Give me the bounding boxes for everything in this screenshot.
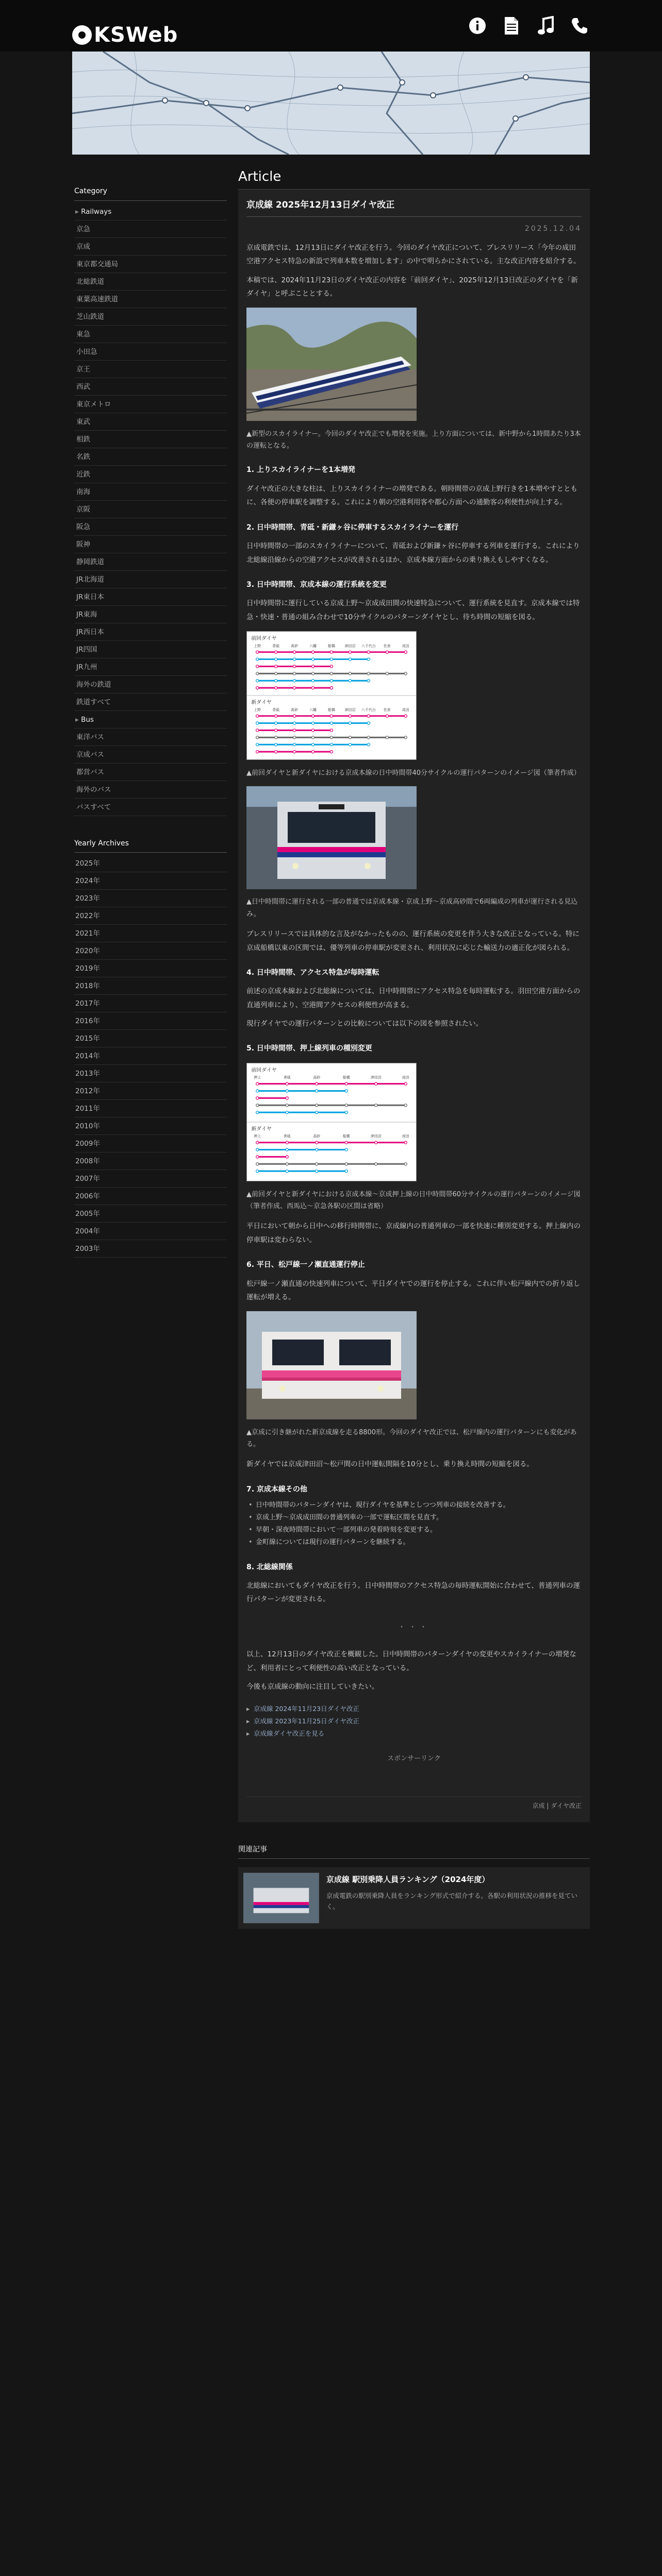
section-heading-rest: rticle <box>247 169 282 184</box>
section6-text2: 新ダイヤでは京成津田沼〜松戸間の日中運転間隔を10分とし、乗り換え時間の短縮を図る。 <box>246 1460 534 1469</box>
category-item[interactable]: 西武 <box>74 378 227 396</box>
diagram-stop-marker <box>286 1082 288 1085</box>
diagram-stop-marker <box>256 1163 259 1165</box>
logo-mark-icon <box>72 25 92 45</box>
category-item[interactable]: 京王 <box>74 361 227 378</box>
diagram-stop-marker <box>256 680 259 682</box>
related-link <box>246 1715 582 1727</box>
diagram-stop-marker <box>375 1163 377 1165</box>
related-link-text[interactable]: 京成線ダイヤ改正を見る <box>254 1729 325 1737</box>
category-item[interactable]: 相鉄 <box>74 431 227 448</box>
diagram-stop-marker <box>375 1082 377 1085</box>
diagram-stop-marker <box>311 722 314 724</box>
category-item[interactable]: JR北海道 <box>74 571 227 588</box>
diagram-stop-marker <box>256 751 259 753</box>
diagram-stop-marker <box>256 1104 259 1107</box>
article-tags[interactable]: 京成 | ダイヤ改正 <box>246 1797 582 1812</box>
diagram-stop-marker <box>275 743 277 746</box>
diagram-stop-marker <box>286 1097 288 1099</box>
diagram-stop-marker <box>275 687 277 689</box>
matsudo-line-photo <box>246 1311 582 1425</box>
diagram-stop-marker <box>345 1104 347 1107</box>
diagram-stop-marker <box>275 722 277 724</box>
diagram-stop-marker <box>386 715 388 717</box>
intro-paragraph-1: 京成電鉄では、12月13日にダイヤ改正を行う。今回のダイヤ改正について、プレスリリース「今年の成田空港アクセス特急の新設で列車本数を増加します」の中で明らかにされている。主な改正内容を紹介する。 <box>246 243 581 266</box>
diagram-stop-marker <box>256 651 259 653</box>
diagram-station-label: 成田 <box>402 1075 409 1080</box>
diagram-stop-marker <box>349 651 351 653</box>
category-item[interactable]: 東葉高速鉄道 <box>74 291 227 308</box>
diagram-stop-marker <box>345 1148 347 1151</box>
related-links <box>246 1703 582 1739</box>
diagram-stop-marker <box>256 1111 259 1114</box>
section3-text: 日中時間帯に運行している京成上野〜京成成田間の快速特急について、運行系統を見直す。京成本線では特急・快速・普通の組み合わせで10分サイクルのパターンダイヤとし、待ち時間の短縮を図る。 <box>246 599 580 621</box>
category-heading: Category <box>74 184 227 201</box>
archive-year-item[interactable]: 2022年 <box>74 907 227 925</box>
section-heading <box>238 164 590 190</box>
diagram-stop-marker <box>293 680 296 682</box>
diagram-title: 新ダイヤ <box>251 699 272 705</box>
diagram-stop-marker <box>330 729 333 732</box>
diagram-stop-marker <box>375 1141 377 1144</box>
diagram-stop-marker <box>256 658 259 660</box>
diagram-stop-marker <box>286 1163 288 1165</box>
related-link-text[interactable]: 京成線 2024年11月23日ダイヤ改正 <box>254 1705 359 1713</box>
archive-year-item[interactable]: 2016年 <box>74 1012 227 1030</box>
section1-text: ダイヤ改正の大きな柱は、上りスカイライナーの増発である。朝時間帯の京成上野行きを1本増やすとともに、各便の停車駅を調整する。これにより朝の空港利用客や都心方面への通勤客の利便性が向上する。 <box>246 485 578 507</box>
diagram-station-label: 上野 <box>254 707 261 712</box>
category-item[interactable]: JR西日本 <box>74 623 227 641</box>
photo1-caption: ▲新型のスカイライナー。今回のダイヤ改正でも増発を実施。上り方面については、新中野から1時間あたり3本の運転となる。 <box>246 430 581 450</box>
closing-paragraph-1: 以上、12月13日のダイヤ改正を概観した。日中時間帯のパターンダイヤの変更やスカイライナーの増発など、利用者にとって利便性の高い改正となっている。 <box>246 1650 576 1672</box>
diagram-stop-marker <box>286 1141 288 1144</box>
archive-year-item[interactable]: 2024年 <box>74 872 227 890</box>
section2-title: 2. 日中時間帯、青砥・新鎌ヶ谷に停車するスカイライナーを運行 <box>246 523 459 532</box>
diagram-stop-marker <box>275 715 277 717</box>
diagram-title: 前回ダイヤ <box>251 1067 277 1073</box>
category-item[interactable]: 阪急 <box>74 518 227 536</box>
archive-year-item[interactable]: 2023年 <box>74 890 227 907</box>
category-item[interactable]: 小田急 <box>74 343 227 361</box>
diagram-station-label: 佐倉 <box>383 707 391 712</box>
section8-title: 8. 北総線関係 <box>246 1563 293 1571</box>
section8-text: 北総線においてもダイヤ改正を行う。日中時間帯のアクセス特急の毎時運転開始に合わせて、普通列車の運行パターンが変更される。 <box>246 1582 581 1604</box>
diagram-stop-marker <box>330 680 333 682</box>
diagram-title: 新ダイヤ <box>251 1126 272 1132</box>
diagram-stop-marker <box>345 1141 347 1144</box>
category-item[interactable]: 東京都交通局 <box>74 256 227 273</box>
diagram-station-label: 八千代台 <box>361 643 376 648</box>
diagram-stop-marker <box>256 715 259 717</box>
category-item[interactable]: 静岡鉄道 <box>74 553 227 571</box>
section3-text2: プレスリリースでは具体的な言及がなかったものの、運行系統の変更を伴う大きな改正となっている。特に京成船橋以東の区間では、優等列車の停車駅が変更され、利用状況に応じた輸送力の適正化が図られる。 <box>246 930 580 952</box>
archive-year-item[interactable]: 2005年 <box>74 1205 227 1223</box>
section7-bullets <box>249 1499 582 1549</box>
diagram-stop-marker <box>275 680 277 682</box>
related-link <box>246 1727 582 1740</box>
diagram-station-label: 上野 <box>254 643 261 648</box>
category-block <box>74 184 227 816</box>
section7-bullet: • 早朝・深夜時間帯において一部列車の発着時刻を変更する。 <box>249 1524 582 1536</box>
archive-year-item[interactable]: 2019年 <box>74 960 227 977</box>
section6-title: 6. 平日、松戸線一ノ瀬直通運行停止 <box>246 1260 365 1269</box>
category-item[interactable]: 北総鉄道 <box>74 273 227 291</box>
diagram-stop-marker <box>311 729 314 732</box>
diagram-stop-marker <box>345 1163 347 1165</box>
photo2-caption: ▲日中時間帯に運行される一部の普通では京成本線・京成上野〜京成高砂間で6両編成の列車が運行される見込み。 <box>246 898 578 918</box>
diagram-stop-marker <box>256 729 259 732</box>
section7-bullet: • 京成上野〜京成成田間の普通列車の一部で運転区間を見直す。 <box>249 1512 582 1524</box>
diagram-stop-marker <box>349 680 351 682</box>
diagram-stop-marker <box>367 722 370 724</box>
diagram-station-label: 佐倉 <box>383 643 391 648</box>
archive-year-item[interactable]: 2010年 <box>74 1117 227 1135</box>
diagram-station-label: 成田 <box>402 707 409 712</box>
site-logo[interactable] <box>72 15 178 55</box>
section4-text: 前述の京成本線および北総線については、日中時間帯にアクセス特急を毎時運転する。羽田空港方面からの直通列車により、空港間アクセスの利便性が高まる。 <box>246 987 581 1009</box>
diagram-stop-marker <box>293 658 296 660</box>
diagram-stop-marker <box>330 751 333 753</box>
diagram-stop-marker <box>275 658 277 660</box>
diagram-stop-marker <box>256 665 259 668</box>
diagram-station-label: 津田沼 <box>344 643 356 648</box>
category-item[interactable]: 東武 <box>74 413 227 431</box>
category-item[interactable]: 名鉄 <box>74 448 227 466</box>
separator: ・・・ <box>398 1622 431 1632</box>
fig2-caption: ▲前回ダイヤと新ダイヤにおける京成本線〜京成押上線の日中時間帯60分サイクルの運行パターンのイメージ図（筆者作成、西馬込〜京急各駅の区間は省略） <box>246 1190 581 1210</box>
diagram-station-label: 船橋 <box>342 1075 350 1080</box>
article-date: 2025.12.04 <box>524 225 582 233</box>
music-icon[interactable] <box>535 14 556 37</box>
category-item[interactable]: 東京メトロ <box>74 396 227 413</box>
category-item[interactable]: 京阪 <box>74 501 227 518</box>
diagram-title: 前回ダイヤ <box>251 635 277 641</box>
diagram-station-label: 高砂 <box>313 1075 321 1080</box>
diagram-stop-marker <box>311 715 314 717</box>
diagram-stop-marker <box>311 651 314 653</box>
category-item[interactable]: 東急 <box>74 326 227 343</box>
diagram-station-label: 津田沼 <box>370 1134 382 1139</box>
category-item[interactable]: バスすべて <box>74 799 227 816</box>
diagram-station-label: 津田沼 <box>370 1075 382 1080</box>
diagram-station-label: 青砥 <box>283 1075 291 1080</box>
diagram-stop-marker <box>316 1104 318 1107</box>
section4-text2: 現行ダイヤでの運行パターンとの比較については以下の図を参照されたい。 <box>246 1020 483 1028</box>
diagram-stop-marker <box>293 687 296 689</box>
diagram-stop-marker <box>286 1156 288 1158</box>
diagram-station-label: 成田 <box>402 643 409 648</box>
diagram-stop-marker <box>316 1148 318 1151</box>
section7-bullet: • 金町線については現行の運行パターンを継続する。 <box>249 1536 582 1549</box>
diagram-station-label: 成田 <box>402 1134 409 1139</box>
category-item[interactable]: 近鉄 <box>74 466 227 483</box>
diagram-stop-marker <box>275 665 277 668</box>
diagram-stop-marker <box>316 1090 318 1092</box>
diagram-stop-marker <box>367 715 370 717</box>
diagram-stop-marker <box>367 743 370 746</box>
diagram-stop-marker <box>256 687 259 689</box>
diagram-stop-marker <box>367 658 370 660</box>
archive-year-item[interactable]: 2009年 <box>74 1135 227 1153</box>
diagram-stop-marker <box>404 1082 407 1085</box>
category-item[interactable]: 芝山鉄道 <box>74 308 227 326</box>
diagram-stop-marker <box>330 736 333 739</box>
diagram-stop-marker <box>330 687 333 689</box>
category-item[interactable]: 鉄道すべて <box>74 693 227 711</box>
archive-year-item[interactable]: 2025年 <box>74 855 227 872</box>
diagram-stop-marker <box>286 1090 288 1092</box>
diagram-stop-marker <box>330 722 333 724</box>
fig1-caption: ▲前回ダイヤと新ダイヤにおける京成本線の日中時間帯40分サイクルの運行パターンのイメージ図（筆者作成） <box>246 769 581 777</box>
info-icon[interactable] <box>467 14 488 37</box>
diagram-stop-marker <box>316 1141 318 1144</box>
document-icon[interactable] <box>501 14 522 37</box>
diagram-stop-marker <box>275 736 277 739</box>
diagram-stop-marker <box>256 1090 259 1092</box>
archive-year-item[interactable]: 2017年 <box>74 995 227 1012</box>
diagram-stop-marker <box>404 736 407 739</box>
diagram-stop-marker <box>349 658 351 660</box>
related-article-thumbnail <box>243 1872 319 1924</box>
diagram-station-label: 青砥 <box>272 707 280 712</box>
diagram-stop-marker <box>316 1111 318 1114</box>
diagram-stop-marker <box>345 1082 347 1085</box>
diagram-stop-marker <box>330 665 333 668</box>
category-group[interactable]: ▸ Bus <box>74 711 227 728</box>
diagram-stop-marker <box>293 722 296 724</box>
diagram-stop-marker <box>349 736 351 739</box>
diagram-station-label: 八幡 <box>309 643 317 648</box>
category-item[interactable]: 南海 <box>74 483 227 501</box>
header-banner-map <box>72 52 590 155</box>
diagram-stop-marker <box>404 672 407 675</box>
diagram-stop-marker <box>275 751 277 753</box>
diagram-stop-marker <box>316 1082 318 1085</box>
diagram-station-label: 高砂 <box>291 643 299 648</box>
diagram-stop-marker <box>345 1170 347 1173</box>
article-title[interactable]: 京成線 2025年12月13日ダイヤ改正 <box>246 197 582 217</box>
diagram-stop-marker <box>256 1156 259 1158</box>
site-title: KSWeb <box>94 23 178 47</box>
phone-icon[interactable] <box>569 14 590 37</box>
diagram-stop-marker <box>311 672 314 675</box>
diagram-station-label: 青砥 <box>272 643 280 648</box>
category-item[interactable]: JR東海 <box>74 606 227 623</box>
diagram-stop-marker <box>275 729 277 732</box>
diagram-stop-marker <box>367 680 370 682</box>
diagram-stop-marker <box>330 743 333 746</box>
diagram-stop-marker <box>404 1141 407 1144</box>
diagram-stop-marker <box>367 672 370 675</box>
category-item[interactable]: JR四国 <box>74 641 227 658</box>
diagram-stop-marker <box>311 658 314 660</box>
diagram-stop-marker <box>286 1111 288 1114</box>
diagram-station-label: 八幡 <box>309 707 317 712</box>
header-icons <box>467 14 590 37</box>
diagram-stop-marker <box>386 672 388 675</box>
section7-bullet: • 日中時間帯のパターンダイヤは、現行ダイヤを基準としつつ列車の接続を改善する。 <box>249 1499 582 1512</box>
diagram-stop-marker <box>256 743 259 746</box>
diagram-stop-marker <box>404 651 407 653</box>
diagram-stop-marker <box>256 1141 259 1144</box>
diagram-stop-marker <box>404 1163 407 1165</box>
diagram-stop-marker <box>256 672 259 675</box>
diagram-stop-marker <box>256 1148 259 1151</box>
archive-year-item[interactable]: 2021年 <box>74 925 227 942</box>
diagram-stop-marker <box>349 743 351 746</box>
diagram-stop-marker <box>345 1111 347 1114</box>
diagram-stop-marker <box>275 651 277 653</box>
archive-year-item[interactable]: 2007年 <box>74 1170 227 1188</box>
category-item[interactable]: 東洋バス <box>74 728 227 746</box>
category-item[interactable]: JR東日本 <box>74 588 227 606</box>
category-item[interactable]: 海外の鉄道 <box>74 676 227 693</box>
diagram-stop-marker <box>330 672 333 675</box>
section1-title: 1. 上りスカイライナーを1本増発 <box>246 466 355 474</box>
diagram-station-label: 八千代台 <box>361 707 376 712</box>
diagram-stop-marker <box>330 651 333 653</box>
diagram-stop-marker <box>256 722 259 724</box>
archive-year-item[interactable]: 2013年 <box>74 1065 227 1082</box>
diagram-station-label: 高砂 <box>291 707 299 712</box>
diagram-stop-marker <box>311 743 314 746</box>
archive-year-item[interactable]: 2015年 <box>74 1030 227 1047</box>
section6-text: 松戸線一ノ瀬直通の快速列車について、平日ダイヤでの運行を停止する。これに伴い松戸線内での折り返し運転が増える。 <box>246 1279 581 1301</box>
diagram-station-label: 押上 <box>254 1075 261 1080</box>
section-heading-initial: A <box>238 169 247 184</box>
article <box>238 190 590 1822</box>
sidebar <box>72 164 227 1929</box>
category-item[interactable]: JR九州 <box>74 658 227 676</box>
related-heading: 関連記事 <box>238 1843 590 1859</box>
skyliner-photo <box>246 308 582 426</box>
diagram-stop-marker <box>256 736 259 739</box>
diagram-stop-marker <box>349 672 351 675</box>
intro-paragraph-2: 本稿では、2024年11月23日のダイヤ改正の内容を「前回ダイヤ」、2025年12月13日改正のダイヤを「新ダイヤ」と呼ぶこととする。 <box>246 276 578 298</box>
diagram-stop-marker <box>404 715 407 717</box>
category-item[interactable]: 都営バス <box>74 764 227 781</box>
diagram-stop-marker <box>330 658 333 660</box>
pattern-diagram-1 <box>246 631 582 765</box>
diagram-station-label: 青砥 <box>283 1134 291 1139</box>
archive-year-item[interactable]: 2014年 <box>74 1047 227 1065</box>
diagram-stop-marker <box>330 715 333 717</box>
diagram-stop-marker <box>293 651 296 653</box>
section2-text: 日中時間帯の一部のスカイライナーについて、青砥および新鎌ヶ谷に停車する列車を運行する。これにより北総線沿線からの空港アクセスが改善されるほか、京成本線方面からの乗り換えもしやすくなる。 <box>246 542 580 564</box>
diagram-station-label: 船橋 <box>342 1134 350 1139</box>
diagram-station-label: 高砂 <box>313 1134 321 1139</box>
diagram-stop-marker <box>293 743 296 746</box>
diagram-stop-marker <box>375 1104 377 1107</box>
archive-year-item[interactable]: 2003年 <box>74 1240 227 1258</box>
diagram-stop-marker <box>256 1170 259 1173</box>
related-link-text[interactable]: 京成線 2023年11月25日ダイヤ改正 <box>254 1717 359 1725</box>
archive-year-item[interactable]: 2020年 <box>74 942 227 960</box>
diagram-stop-marker <box>316 1163 318 1165</box>
section5-text: 平日において朝から日中への移行時間帯に、京成線内の普通列車の一部を快速に種別変更する。押上線内の停車駅は変わらない。 <box>246 1222 581 1244</box>
section4-title: 4. 日中時間帯、アクセス特急が毎時運転 <box>246 968 379 977</box>
related-article-title[interactable]: 京成線 駅別乗降人員ランキング（2024年度） <box>326 1875 490 1885</box>
diagram-station-label: 押上 <box>254 1134 261 1139</box>
diagram-stop-marker <box>286 1170 288 1173</box>
category-item[interactable]: 海外のバス <box>74 781 227 799</box>
diagram-stop-marker <box>293 729 296 732</box>
archives-list <box>74 855 227 1258</box>
diagram-stop-marker <box>311 665 314 668</box>
diagram-station-label: 船橋 <box>328 643 335 648</box>
diagram-stop-marker <box>256 1097 259 1099</box>
diagram-stop-marker <box>286 1104 288 1107</box>
archives-heading: Yearly Archives <box>74 837 227 853</box>
diagram-stop-marker <box>316 1170 318 1173</box>
archive-year-item[interactable]: 2006年 <box>74 1188 227 1205</box>
related-link <box>246 1703 582 1715</box>
diagram-station-label: 船橋 <box>328 707 335 712</box>
archive-year-item[interactable]: 2012年 <box>74 1082 227 1100</box>
archive-year-item[interactable]: 2004年 <box>74 1223 227 1240</box>
category-item[interactable]: 京成 <box>74 238 227 256</box>
site-header <box>0 0 662 52</box>
diagram-stop-marker <box>293 715 296 717</box>
related-article-text: 京成電鉄の駅別乗降人員をランキング形式で紹介する。各駅の利用状況の推移を見ていく。 <box>326 1891 577 1911</box>
main-content <box>238 164 590 1929</box>
diagram-stop-marker <box>349 715 351 717</box>
category-list <box>74 203 227 816</box>
diagram-stop-marker <box>293 751 296 753</box>
section5-title: 5. 日中時間帯、押上線列車の種別変更 <box>246 1044 372 1053</box>
diagram-stop-marker <box>286 1148 288 1151</box>
archive-year-item[interactable]: 2018年 <box>74 977 227 995</box>
diagram-stop-marker <box>256 1082 259 1085</box>
category-item[interactable]: 京急 <box>74 221 227 238</box>
diagram-stop-marker <box>275 672 277 675</box>
category-item[interactable]: 阪神 <box>74 536 227 553</box>
diagram-stop-marker <box>311 751 314 753</box>
diagram-stop-marker <box>311 736 314 739</box>
archive-year-item[interactable]: 2008年 <box>74 1153 227 1170</box>
diagram-stop-marker <box>367 651 370 653</box>
diagram-stop-marker <box>311 687 314 689</box>
category-group[interactable]: ▸ Railways <box>74 203 227 221</box>
diagram-stop-marker <box>349 722 351 724</box>
diagram-stop-marker <box>311 680 314 682</box>
diagram-stop-marker <box>345 1090 347 1092</box>
diagram-station-label: 津田沼 <box>344 707 356 712</box>
diagram-stop-marker <box>293 665 296 668</box>
related-article-card[interactable] <box>238 1867 590 1929</box>
photo3-caption: ▲京成に引き継がれた新京成線を走る8800形。今回のダイヤ改正では、松戸線内の運行パターンにも変化がある。 <box>246 1428 577 1449</box>
pattern-diagram-2 <box>246 1063 582 1187</box>
archives-block <box>74 837 227 1258</box>
section7-title: 7. 京成本線その他 <box>246 1485 307 1494</box>
diagram-stop-marker <box>293 672 296 675</box>
archive-year-item[interactable]: 2011年 <box>74 1100 227 1117</box>
keisei-train-photo <box>246 786 582 894</box>
diagram-stop-marker <box>367 736 370 739</box>
category-item[interactable]: 京成バス <box>74 746 227 764</box>
diagram-stop-marker <box>386 736 388 739</box>
diagram-stop-marker <box>386 651 388 653</box>
diagram-stop-marker <box>293 736 296 739</box>
section3-title: 3. 日中時間帯、京成本線の運行系統を変更 <box>246 580 387 589</box>
diagram-stop-marker <box>404 1104 407 1107</box>
sponsor-label: スポンサーリンク <box>387 1755 441 1763</box>
closing-paragraph-2: 今後も京成線の動向に注目していきたい。 <box>246 1682 379 1691</box>
